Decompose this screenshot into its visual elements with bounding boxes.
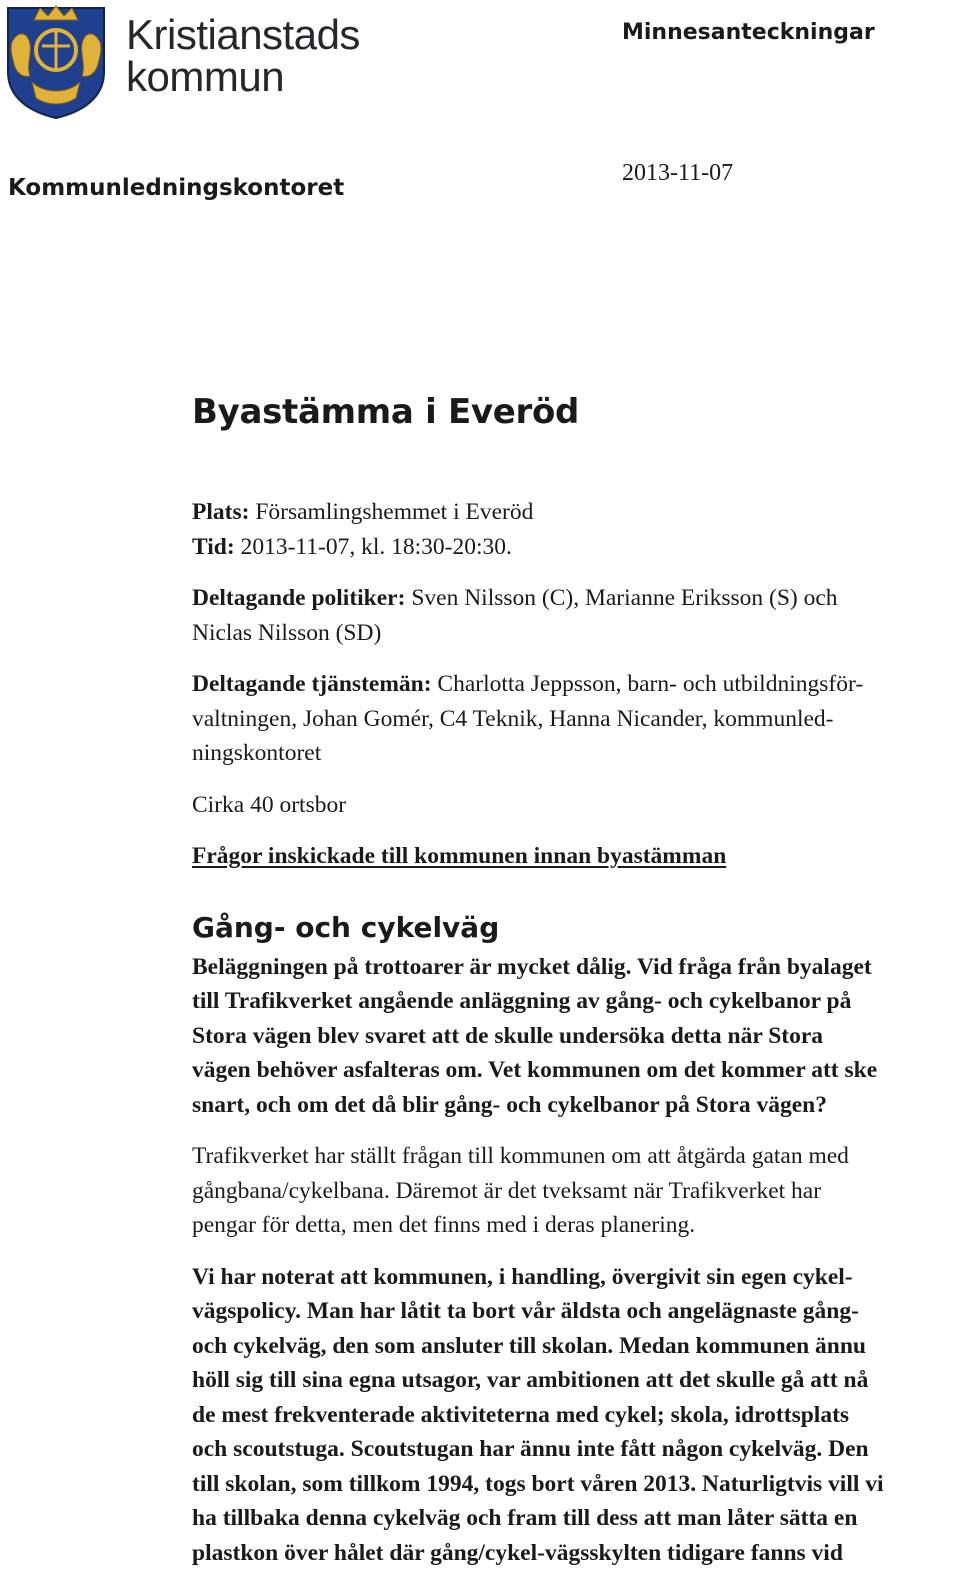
- place-label: Plats:: [192, 499, 250, 525]
- question-1-line: till Trafikverket angående anläggning av gång- och cykelbanor på: [192, 988, 852, 1014]
- officials-line-3: ningskontoret: [192, 740, 322, 766]
- question-2-line: och scoutstuga. Scoutstugan har ännu inte fått någon cykelväg. Den: [192, 1436, 869, 1462]
- question-2-line: Vi har noterat att kommunen, i handling, övergivit sin egen cykel-: [192, 1263, 853, 1290]
- question-1: [192, 950, 956, 1123]
- time-line: [192, 530, 956, 565]
- answer-1: [192, 1139, 956, 1243]
- politicians-line-1: [192, 581, 956, 616]
- office-name: Kommunledningskontoret: [8, 175, 345, 201]
- place-line: [192, 495, 956, 530]
- questions-heading: Frågor inskickade till kommunen innan byastämman: [192, 843, 727, 869]
- question-2-line: höll sig till sina egna utsagor, var ambitionen att det skulle gå att nå: [192, 1367, 869, 1393]
- question-2-line: och cykelväg, den som ansluter till skolan. Medan kommunen ännu: [192, 1332, 866, 1359]
- question-1-line: vägen behöver asfalteras om. Vet kommunen om det kommer att ske: [192, 1057, 878, 1083]
- question-2-line: vägspolicy. Man har låtit ta bort vår äldsta och angelägnaste gång-: [192, 1298, 859, 1324]
- question-2-line: till skolan, som tillkom 1994, togs bort våren 2013. Naturligtvis vill vi: [192, 1470, 884, 1497]
- time-label: Tid:: [192, 533, 235, 560]
- officials-line-2: valtningen, Johan Gomér, C4 Teknik, Hanna Nicander, kommunled-: [192, 705, 834, 732]
- question-1-line: Beläggningen på trottoarer är mycket dålig. Vid fråga från byalaget: [192, 953, 872, 980]
- officials-paragraph: [192, 667, 956, 771]
- document-type: Minnesanteckningar: [622, 20, 875, 45]
- time-value: 2013-11-07, kl. 18:30-20:30.: [234, 533, 512, 560]
- question-1-line: snart, och om det då blir gång- och cykelbanor på Stora vägen?: [192, 1091, 827, 1118]
- answer-1-line: pengar för detta, men det finns med i deras planering.: [192, 1212, 696, 1238]
- officials-label: Deltagande tjänstemän:: [192, 671, 432, 697]
- meeting-meta: [192, 495, 956, 564]
- question-1-line: Stora vägen blev svaret att de skulle undersöka detta när Stora: [192, 1022, 824, 1049]
- politicians-line-2: Niclas Nilsson (SD): [192, 619, 382, 646]
- document-date: 2013-11-07: [622, 160, 734, 186]
- politicians-paragraph: [192, 581, 956, 650]
- officials-line-1: [192, 667, 956, 702]
- document-title: Byastämma i Everöd: [192, 392, 580, 432]
- document-body: [192, 390, 956, 1570]
- politicians-value: Sven Nilsson (C), Marianne Eriksson (S) och: [405, 585, 838, 611]
- attendance: Cirka 40 ortsbor: [192, 791, 347, 818]
- officials-value: Charlotta Jeppsson, barn- och utbildningsför-: [431, 671, 864, 697]
- wordmark-line-2: kommun: [126, 53, 285, 100]
- politicians-label: Deltagande politiker:: [192, 585, 406, 611]
- crown-icon: [34, 6, 78, 20]
- section-heading: Gång- och cykelväg: [192, 910, 500, 944]
- organization-wordmark: [126, 11, 360, 100]
- question-2-line: ha tillbaka denna cykelväg och fram till dess att man låter sätta en: [192, 1505, 858, 1531]
- question-2: [192, 1260, 956, 1571]
- coat-of-arms-logo: [4, 2, 108, 120]
- question-2-line: plastkon över hålet där gång/cykel-vägsskylten tidigare fanns vid: [192, 1539, 843, 1566]
- question-2-line: de mest frekventerade aktiviteterna med cykel; skola, idrottsplats: [192, 1401, 850, 1428]
- wordmark-line-1: Kristianstads: [126, 11, 360, 58]
- place-value: Församlingshemmet i Everöd: [249, 499, 534, 525]
- answer-1-line: gångbana/cykelbana. Däremot är det tveksamt när Trafikverket har: [192, 1177, 822, 1204]
- answer-1-line: Trafikverket har ställt frågan till kommunen om att åtgärda gatan med: [192, 1143, 849, 1169]
